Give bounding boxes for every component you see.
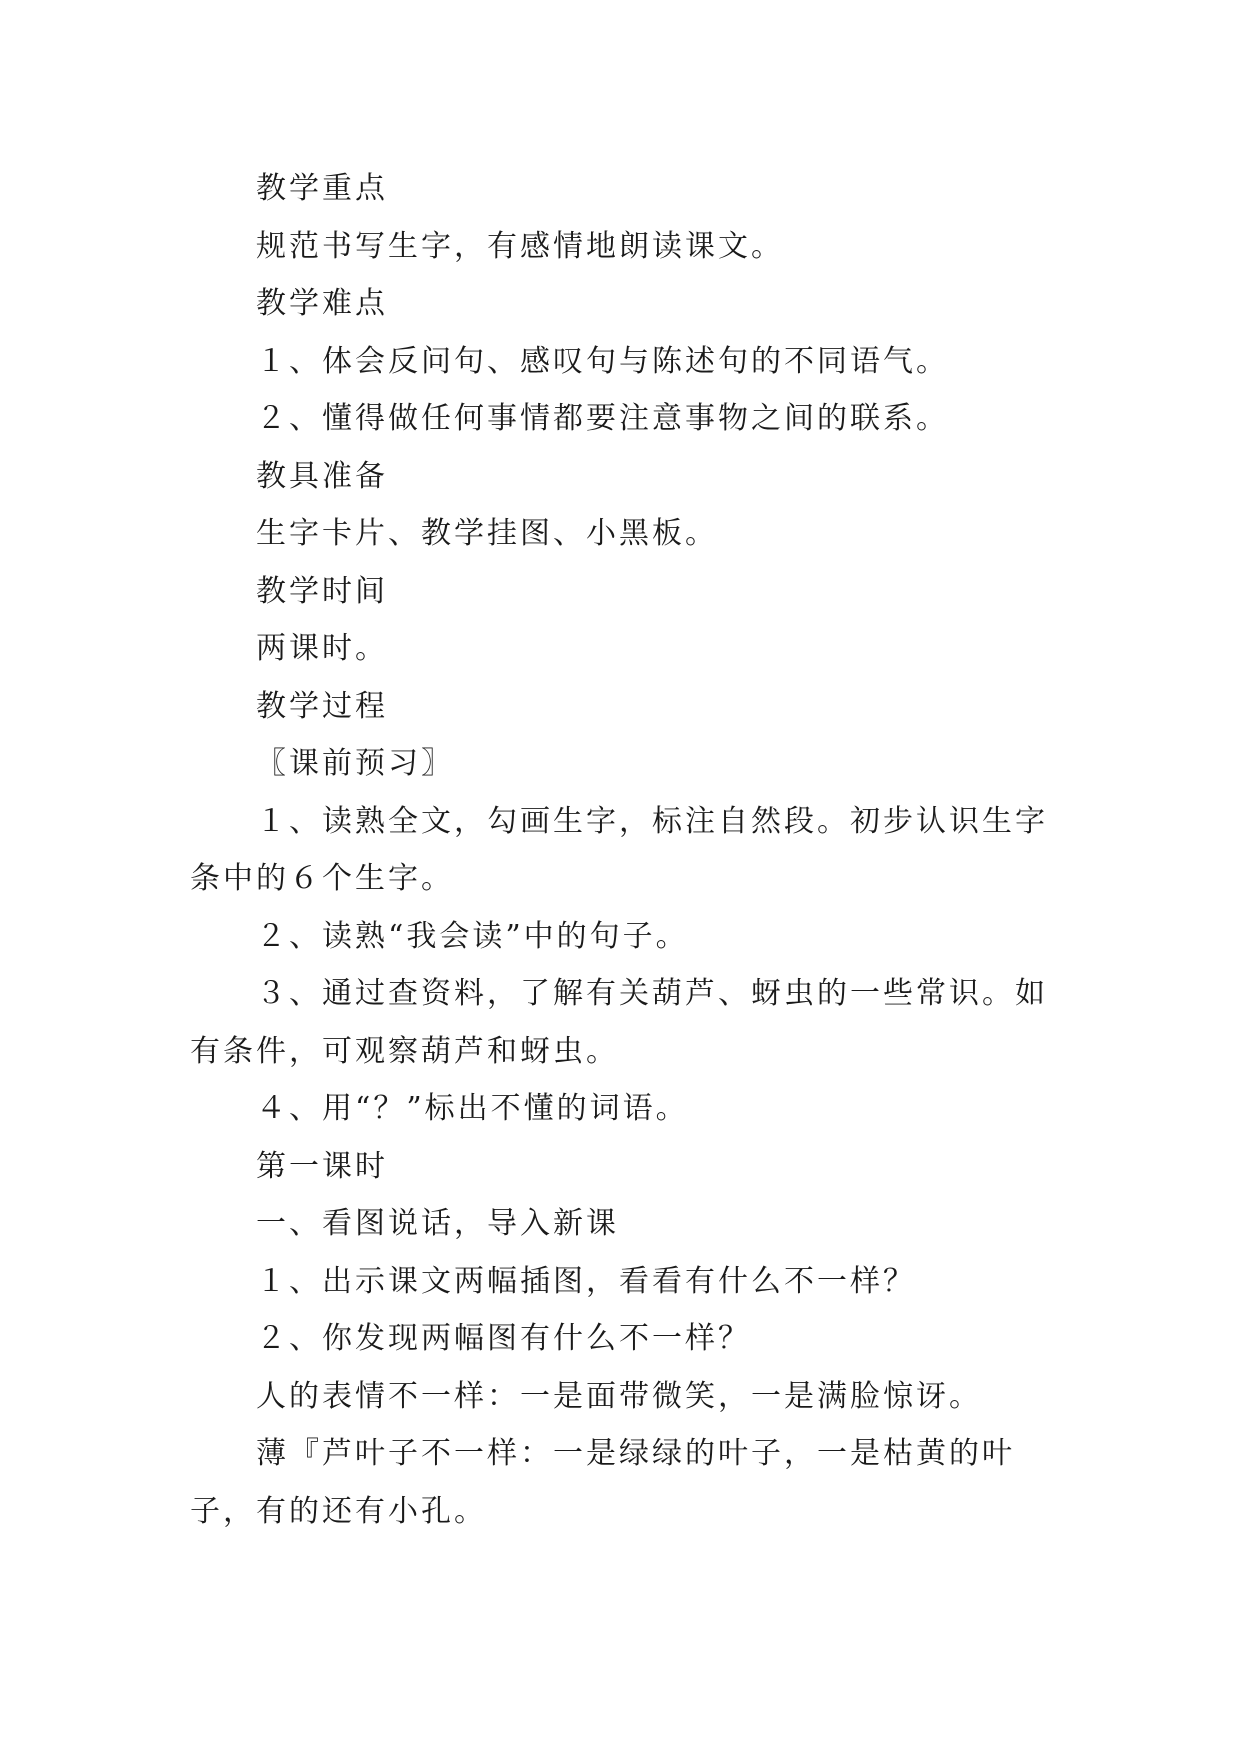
heading-first-lesson: 第一课时 bbox=[256, 1148, 388, 1184]
heading-teaching-difficulty: 教学难点 bbox=[256, 286, 388, 321]
list-item: ２、你发现两幅图有什么不一样？ bbox=[256, 1321, 751, 1356]
paragraph: 人的表情不一样：一是面带微笑，一是满脸惊讶。 bbox=[256, 1378, 982, 1414]
list-item: ２、读熟“我会读”中的句子。 bbox=[256, 918, 689, 954]
list-item: １、体会反问句、感叹句与陈述句的不同语气。 bbox=[256, 343, 949, 379]
list-item: ３、通过查资料，了解有关葫芦、蚜虫的一些常识。如有条件，可观察葫芦和蚜虫。 bbox=[190, 976, 1048, 1069]
paragraph: 生字卡片、教学挂图、小黑板。 bbox=[256, 516, 718, 551]
section-title-preview: 〖课前预习〗 bbox=[256, 746, 454, 781]
heading-teaching-aids: 教具准备 bbox=[256, 458, 388, 494]
document-body bbox=[190, 160, 1050, 1540]
section-title: 一、看图说话，导入新课 bbox=[256, 1206, 619, 1241]
heading-teaching-focus: 教学重点 bbox=[256, 171, 388, 206]
list-item: ４、用“？”标出不懂的词语。 bbox=[256, 1091, 689, 1126]
list-item: １、读熟全文，勾画生字，标注自然段。初步认识生字条中的６个生字。 bbox=[190, 803, 1048, 896]
heading-teaching-process: 教学过程 bbox=[256, 688, 388, 724]
list-item: １、出示课文两幅插图，看看有什么不一样？ bbox=[256, 1263, 916, 1299]
heading-teaching-time: 教学时间 bbox=[256, 573, 388, 609]
paragraph: 薄『芦叶子不一样：一是绿绿的叶子，一是枯黄的叶子，有的还有小孔。 bbox=[190, 1436, 1015, 1529]
paragraph: 规范书写生字，有感情地朗读课文。 bbox=[256, 228, 784, 264]
paragraph: 两课时。 bbox=[256, 631, 388, 666]
list-item: ２、懂得做任何事情都要注意事物之间的联系。 bbox=[256, 401, 949, 436]
